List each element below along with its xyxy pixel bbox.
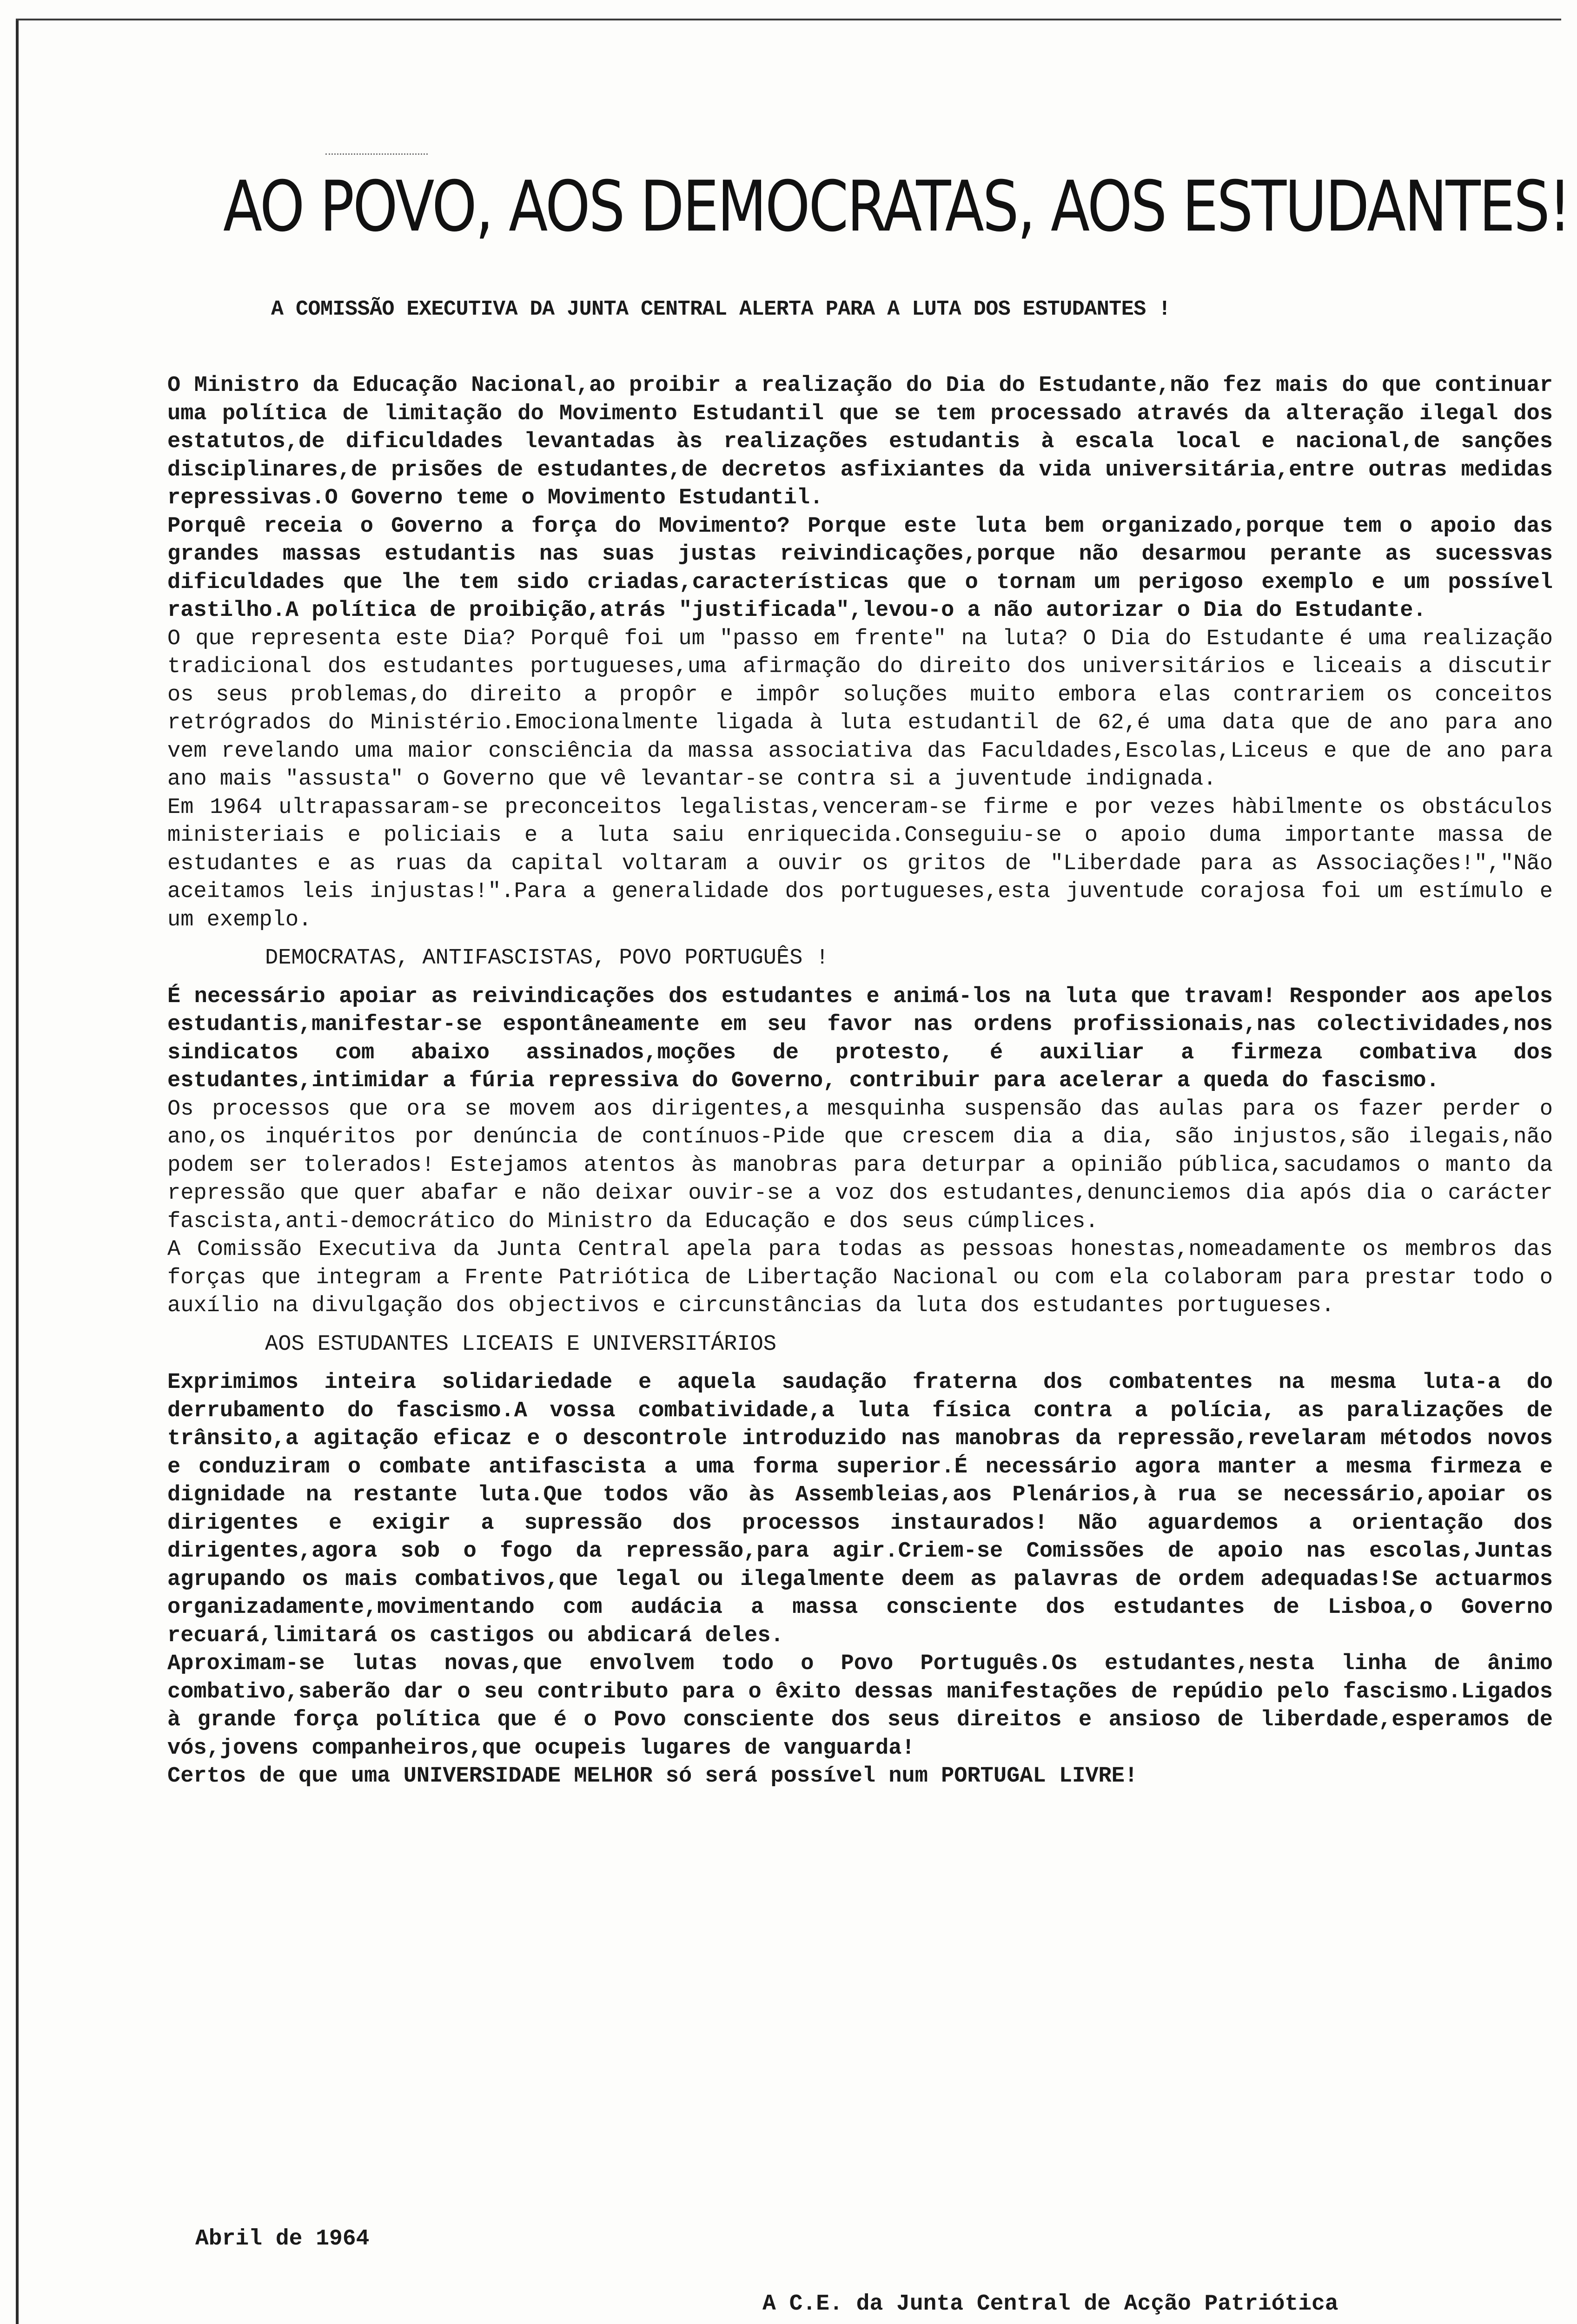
paragraph-student-day: O que representa este Dia? Porquê foi um "passo em frente" na luta? O Dia do Estudante é uma realização tradicional dos estudantes portugueses,uma afirmação do direito dos universitários e liceais a discutir os seus problemas,do direito a propôr e impôr soluções muito embora elas contrariem os conceitos retrógrados do Ministério.Emocionalmente ligada à luta estudantil de 62,é uma data que de ano para ano vem revelando uma maior consciência da massa associativa das Faculdades,Escolas,Liceus e que de ano para ano mais "assusta" o Governo que vê levantar-se contra si a juventude indignada. [167, 626, 1553, 792]
paragraph-1964: Em 1964 ultrapassaram-se preconceitos legalistas,venceram-se firme e por vezes hàbilmente os obstáculos ministeriais e policiais e a luta saiu enriquecida.Conseguiu-se o apoio duma importante massa de estudantes e as ruas da capital voltaram a ouvir os gritos de "Liberdade para as Associações!","Não aceitamos leis injustas!".Para a generalidade dos portugueses,esta juventude corajosa foi um estímulo e um exemplo. [167, 795, 1553, 932]
paragraph-processes: Os processos que ora se movem aos dirigentes,a mesquinha suspensão das aulas para os fazer perder o ano,os inquéritos por denúncia de contínuos-Pide que crescem dia a dia, são injustos,são ilegais,não podem ser tolerados! Estejamos atentos às manobras para deturpar a opinião pública,sacudamos o manto da repressão que quer abafar e não deixar ouvir-se a voz dos estudantes,denunciemos dia após dia o carácter fascista,anti-democrático do Ministro da Educação e dos seus cúmplices. [167, 1096, 1553, 1234]
leaflet-signature: A C.E. da Junta Central de Acção Patriótica [762, 2291, 1338, 2317]
paragraph-solidarity: Exprimimos inteira solidariedade e aquela saudação fraterna dos combatentes na mesma luta-a do derrubamento do fascismo.A vossa combatividade,a luta física contra a polícia, as paralizações de trânsito,a agitação eficaz e o descontrole introduzido nas manobras da repressão,revelaram métodos novos e conduziram o combate antifascista a uma forma superior.É necessário agora manter a mesma firmeza e dignidade na restante luta.Que todos vão às Assembleias,aos Plenários,à rua se necessário,apoiar os dirigentes e exigir a supressão dos processos instaurados! Não aguardemos a orientação dos dirigentes,agora sob o fogo da repressão,para agir.Criem-se Comissões de apoio nas escolas,Juntas agrupando os mais combativos,que legal ou ilegalmente deem as palavras de ordem adequadas!Se actuarmos organizadamente,movimentando com audácia a massa consciente dos estudantes de Lisboa,o Governo recuará,limitará os castigos ou abdicará deles. [167, 1370, 1553, 1648]
heading-students: AOS ESTUDANTES LICEAIS E UNIVERSITÁRIOS [265, 1332, 776, 1357]
paragraph-appeal: A Comissão Executiva da Junta Central apela para todas as pessoas honestas,nomeadamente os membros das forças que integram a Frente Patriótica de Libertação Nacional ou com ela colaboram para prestar todo o auxílio na divulgação dos objectivos e circunstâncias da luta dos estudantes portugueses. [167, 1237, 1553, 1318]
leaflet-body [167, 372, 1553, 1791]
paragraph-fear: Porquê receia o Governo a força do Movimento? Porque este luta bem organizado,porque tem o apoio das grandes massas estudantis nas suas justas reivindicações,porque não desarmou perante as sucessvas dificuldades que lhe tem sido criadas,características que o tornam um perigoso exemplo e um possível rastilho.A política de proibição,atrás "justificada",levou-o a não autorizar o Dia do Estudante. [167, 514, 1553, 623]
page-left-edge [16, 19, 19, 2324]
leaflet-date: Abril de 1964 [195, 2226, 370, 2251]
heading-democrats: DEMOCRATAS, ANTIFASCISTAS, POVO PORTUGUÊS ! [265, 946, 829, 971]
page-top-edge [16, 19, 1561, 20]
paragraph-support: É necessário apoiar as reivindicações dos estudantes e animá-los na luta que travam! Responder aos apelos estudantis,manifestar-se espontâneamente em seu favor nas ordens profissionais,nas colectividades,nos sindicatos com abaixo assinados,moções de protesto, é auxiliar a firmeza combativa dos estudantes,intimidar a fúria repressiva do Governo, contribuir para acelerar a queda do fascismo. [167, 984, 1553, 1093]
title-dot-marks [325, 153, 428, 156]
leaflet-title: AO POVO, AOS DEMOCRATAS, AOS ESTUDANTES! [223, 166, 1570, 247]
paragraph-new-struggles: Aproximam-se lutas novas,que envolvem todo o Povo Português.Os estudantes,nesta linha de ânimo combativo,saberão dar o seu contributo para o êxito dessas manifestações de repúdio pelo fascismo.Ligados à grande força política que é o Povo consciente dos seus direitos e ansioso de liberdade,esperamos de vós,jovens companheiros,que ocupeis lugares de vanguarda! [167, 1651, 1553, 1761]
paragraph-ministry: O Ministro da Educação Nacional,ao proibir a realização do Dia do Estudante,não fez mais do que continuar uma política de limitação do Movimento Estudantil que se tem processado através da alteração ilegal dos estatutos,de dificuldades levantadas às realizações estudantis à escala local e nacional,de sanções disciplinares,de prisões de estudantes,de decretos asfixiantes da vida universitária,entre outras medidas repressivas.O Governo teme o Movimento Estudantil. [167, 373, 1553, 510]
leaflet-subtitle: A COMISSÃO EXECUTIVA DA JUNTA CENTRAL ALERTA PARA A LUTA DOS ESTUDANTES ! [271, 297, 1171, 321]
closing-line: Certos de que uma UNIVERSIDADE MELHOR só será possível num PORTUGAL LIVRE! [167, 1764, 1138, 1789]
